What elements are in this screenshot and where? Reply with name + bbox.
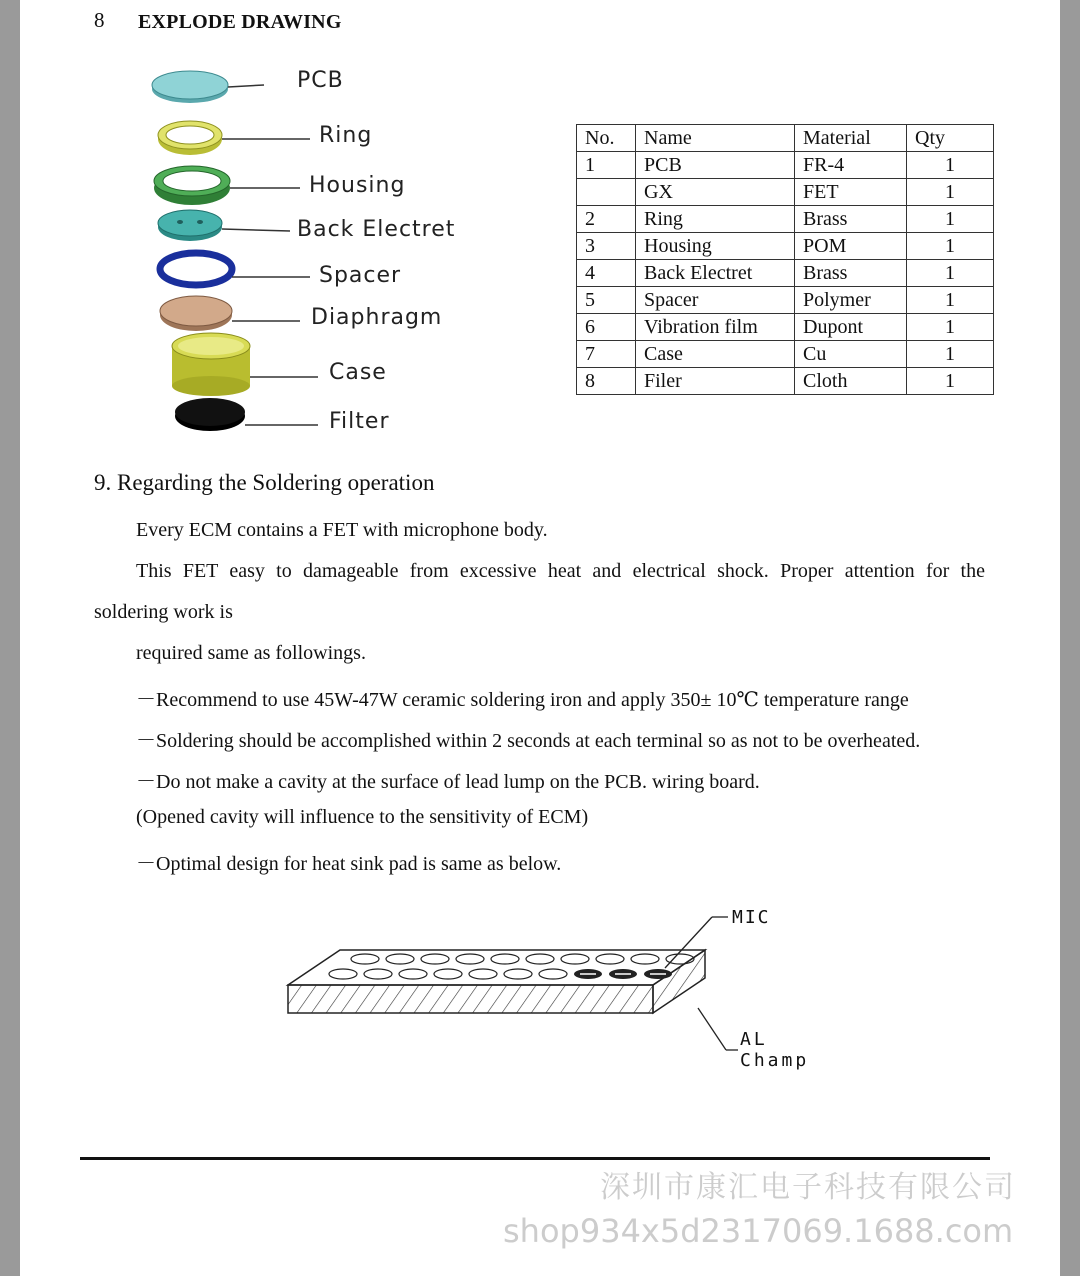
table-cell: Spacer (636, 287, 795, 314)
table-cell: Vibration film (636, 314, 795, 341)
table-cell: 1 (907, 341, 994, 368)
section-9-title: 9. Regarding the Soldering operation (94, 470, 435, 495)
watermark-shop-url: shop934x5d2317069.1688.com (503, 1212, 1014, 1250)
pcb-part-icon (152, 71, 228, 103)
part-label-diaphragm: Diaphragm (311, 305, 443, 330)
paragraph-required: required same as followings. (136, 642, 366, 664)
table-row (577, 341, 994, 368)
part-label-filter: Filter (329, 409, 390, 434)
table-row (577, 314, 994, 341)
part-label-back-electret: Back Electret (297, 217, 456, 242)
mic-label: MIC (732, 907, 771, 928)
table-cell: GX (636, 179, 795, 206)
filter-part-icon (175, 398, 245, 431)
table-header-cell: Material (795, 125, 907, 152)
table-cell: Back Electret (636, 260, 795, 287)
paragraph-fet-damage: This FET easy to damageable from excessive heat and electrical shock. Proper attention for the (136, 560, 985, 582)
table-cell: 5 (577, 287, 636, 314)
table-cell: Case (636, 341, 795, 368)
document-page (20, 0, 1060, 1276)
table-row (577, 179, 994, 206)
footer-rule (80, 1157, 990, 1160)
table-header-cell: Qty (907, 125, 994, 152)
ring-part-icon (158, 121, 222, 155)
table-cell: 1 (907, 287, 994, 314)
section-8-title: EXPLODE DRAWING (138, 11, 342, 33)
bullet-soldering-iron: －Recommend to use 45W-47W ceramic soldering iron and apply 350± 10℃ temperature range (136, 689, 909, 711)
part-label-spacer: Spacer (319, 263, 402, 288)
table-cell: 1 (907, 233, 994, 260)
table-row (577, 260, 994, 287)
table-cell: 8 (577, 368, 636, 395)
bullet-no-cavity: －Do not make a cavity at the surface of lead lump on the PCB. wiring board. (136, 771, 760, 793)
table-cell: Cloth (795, 368, 907, 395)
back-electret-part-icon (158, 210, 222, 241)
part-label-pcb: PCB (297, 68, 344, 93)
table-cell: 6 (577, 314, 636, 341)
table-cell: 1 (907, 368, 994, 395)
table-cell: Filer (636, 368, 795, 395)
table-row (577, 206, 994, 233)
case-part-icon (172, 333, 250, 396)
table-cell: 7 (577, 341, 636, 368)
table-row (577, 152, 994, 179)
table-row (577, 287, 994, 314)
table-cell: 1 (907, 314, 994, 341)
spacer-part-icon (160, 253, 232, 285)
part-label-ring: Ring (319, 123, 373, 148)
table-cell: Dupont (795, 314, 907, 341)
table-header-row (577, 125, 994, 152)
heat-sink-diagram (280, 890, 840, 1070)
table-cell: 3 (577, 233, 636, 260)
table-cell: Brass (795, 260, 907, 287)
table-cell: 4 (577, 260, 636, 287)
paragraph-cavity-note: (Opened cavity will influence to the sensitivity of ECM) (136, 806, 589, 828)
table-cell: Housing (636, 233, 795, 260)
section-8-number: 8 (94, 8, 105, 32)
part-label-case: Case (329, 360, 387, 385)
table-cell: 1 (907, 206, 994, 233)
bullet-heat-sink: －Optimal design for heat sink pad is same as below. (136, 853, 562, 875)
table-row (577, 368, 994, 395)
paragraph-soldering-work: soldering work is (94, 601, 233, 623)
table-cell: FET (795, 179, 907, 206)
table-row (577, 233, 994, 260)
exploded-drawing (140, 55, 500, 455)
table-header-cell: No. (577, 125, 636, 152)
watermark-company: 深圳市康汇电子科技有限公司 (600, 1170, 1016, 1205)
table-cell: 1 (577, 152, 636, 179)
table-cell: 2 (577, 206, 636, 233)
part-label-housing: Housing (309, 173, 406, 198)
housing-part-icon (154, 166, 230, 205)
table-cell: Ring (636, 206, 795, 233)
table-header-cell: Name (636, 125, 795, 152)
table-cell: POM (795, 233, 907, 260)
diaphragm-part-icon (160, 296, 232, 331)
al-champ-label: AL Champ (740, 1029, 810, 1071)
table-cell: 1 (907, 179, 994, 206)
table-cell (577, 179, 636, 206)
table-cell: 1 (907, 260, 994, 287)
table-cell: 1 (907, 152, 994, 179)
table-cell: Brass (795, 206, 907, 233)
parts-table (576, 124, 994, 395)
table-cell: PCB (636, 152, 795, 179)
table-cell: FR-4 (795, 152, 907, 179)
table-cell: Cu (795, 341, 907, 368)
paragraph-ecm-fet: Every ECM contains a FET with microphone body. (136, 519, 548, 541)
table-cell: Polymer (795, 287, 907, 314)
bullet-soldering-time: －Soldering should be accomplished within 2 seconds at each terminal so as not to be overheated. (136, 730, 921, 752)
